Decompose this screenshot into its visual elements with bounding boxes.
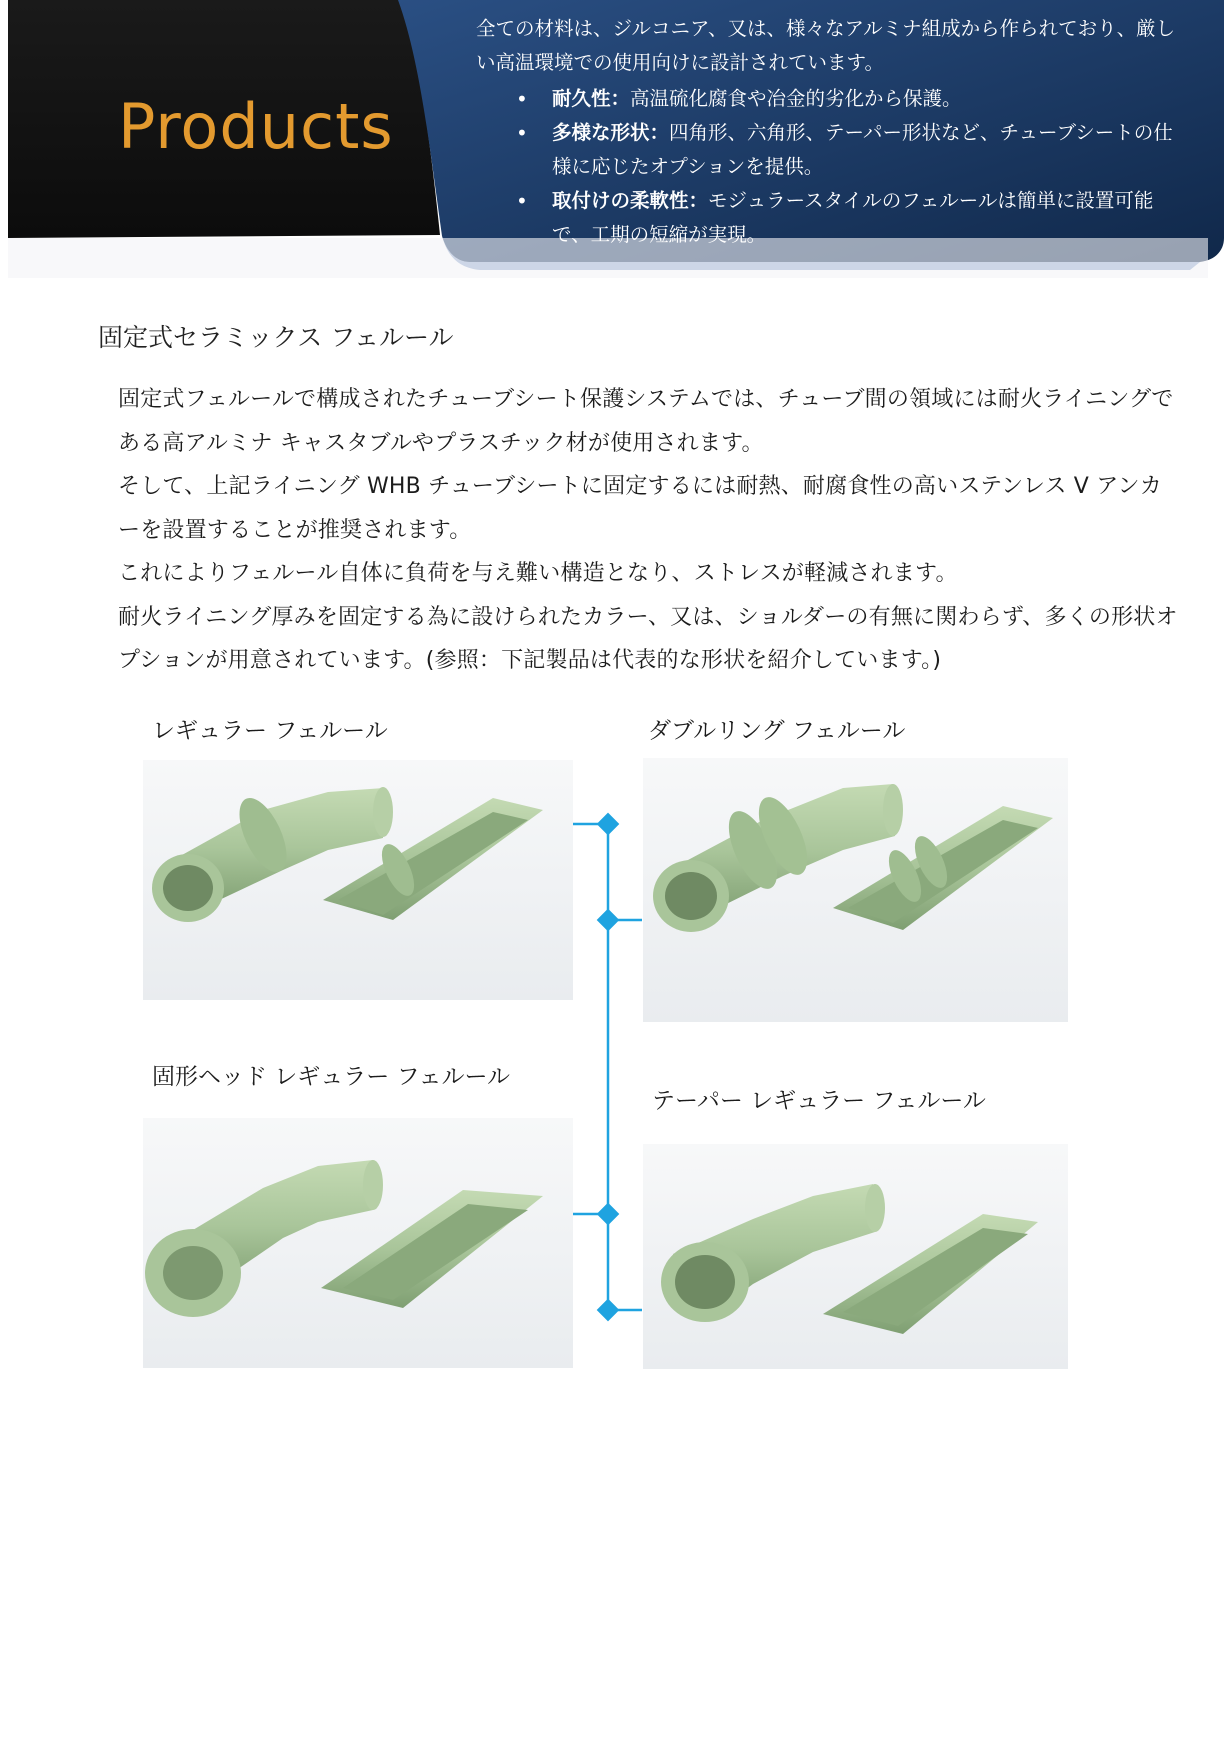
hero-description (476, 12, 1176, 252)
body-paragraph: これによりフェルール自体に負荷を与え難い構造となり、ストレスが軽減されます。 (118, 561, 958, 586)
feature-separator: ： (688, 189, 709, 212)
feature-item (516, 184, 1176, 252)
connector-node (597, 813, 620, 836)
body-paragraph: そして、上記ライニング WHB チューブシートに固定するには耐熱、耐腐食性の高いステンレス V アンカーを設置することが推奨されます。 (118, 474, 1162, 543)
feature-desc: 高温硫化腐食や冶金的劣化から保護。 (630, 87, 962, 110)
body-paragraph: 耐火ライニング厚みを固定する為に設けられたカラー、又は、ショルダーの有無に関わらず、多くの形状オプションが用意されています。(参照：下記製品は代表的な形状を紹介しています。) (118, 604, 1178, 673)
feature-term: 取付けの柔軟性 (552, 189, 689, 212)
product-label-solid-head: 固形ヘッド レギュラー フェルール (152, 1064, 511, 1090)
connector-node (597, 1203, 620, 1226)
body-paragraph: 固定式フェルールで構成されたチューブシート保護システムでは、チューブ間の領域には耐火ライニングである高アルミナ キャスタブルやプラスチック材が使用されます。 (118, 387, 1174, 456)
regular-ferrule-image (143, 760, 573, 1000)
feature-desc: 四角形、六角形、テーパー形状など、チューブシートの仕様に応じたオプションを提供。 (552, 121, 1173, 178)
solid-head-ferrule-image (143, 1118, 573, 1368)
product-label-regular: レギュラー フェルール (152, 718, 388, 744)
feature-separator: ： (649, 121, 670, 144)
section-heading: 固定式セラミックス フェルール (98, 323, 454, 352)
connector-node (597, 1299, 620, 1322)
feature-term: 耐久性 (552, 87, 611, 110)
taper-ferrule-image (643, 1144, 1068, 1369)
feature-term: 多様な形状 (552, 121, 650, 144)
feature-separator: ： (610, 87, 631, 110)
connector-node (597, 909, 620, 932)
hero-intro: 全ての材料は、ジルコニア、又は、様々なアルミナ組成から作られており、厳しい高温環境での使用向けに設計されています。 (476, 17, 1176, 74)
feature-desc: モジュラースタイルのフェルールは簡単に設置可能で、工期の短縮が実現。 (552, 189, 1154, 246)
double-ring-ferrule-image (643, 758, 1068, 1022)
hero-banner (0, 0, 1224, 310)
feature-item (516, 82, 1176, 116)
section-body (118, 378, 1180, 683)
feature-item (516, 116, 1176, 184)
product-label-double-ring: ダブルリング フェルール (648, 718, 906, 744)
products-title: Products (118, 90, 394, 163)
product-label-taper: テーパー レギュラー フェルール (652, 1088, 986, 1114)
feature-list (476, 82, 1176, 252)
